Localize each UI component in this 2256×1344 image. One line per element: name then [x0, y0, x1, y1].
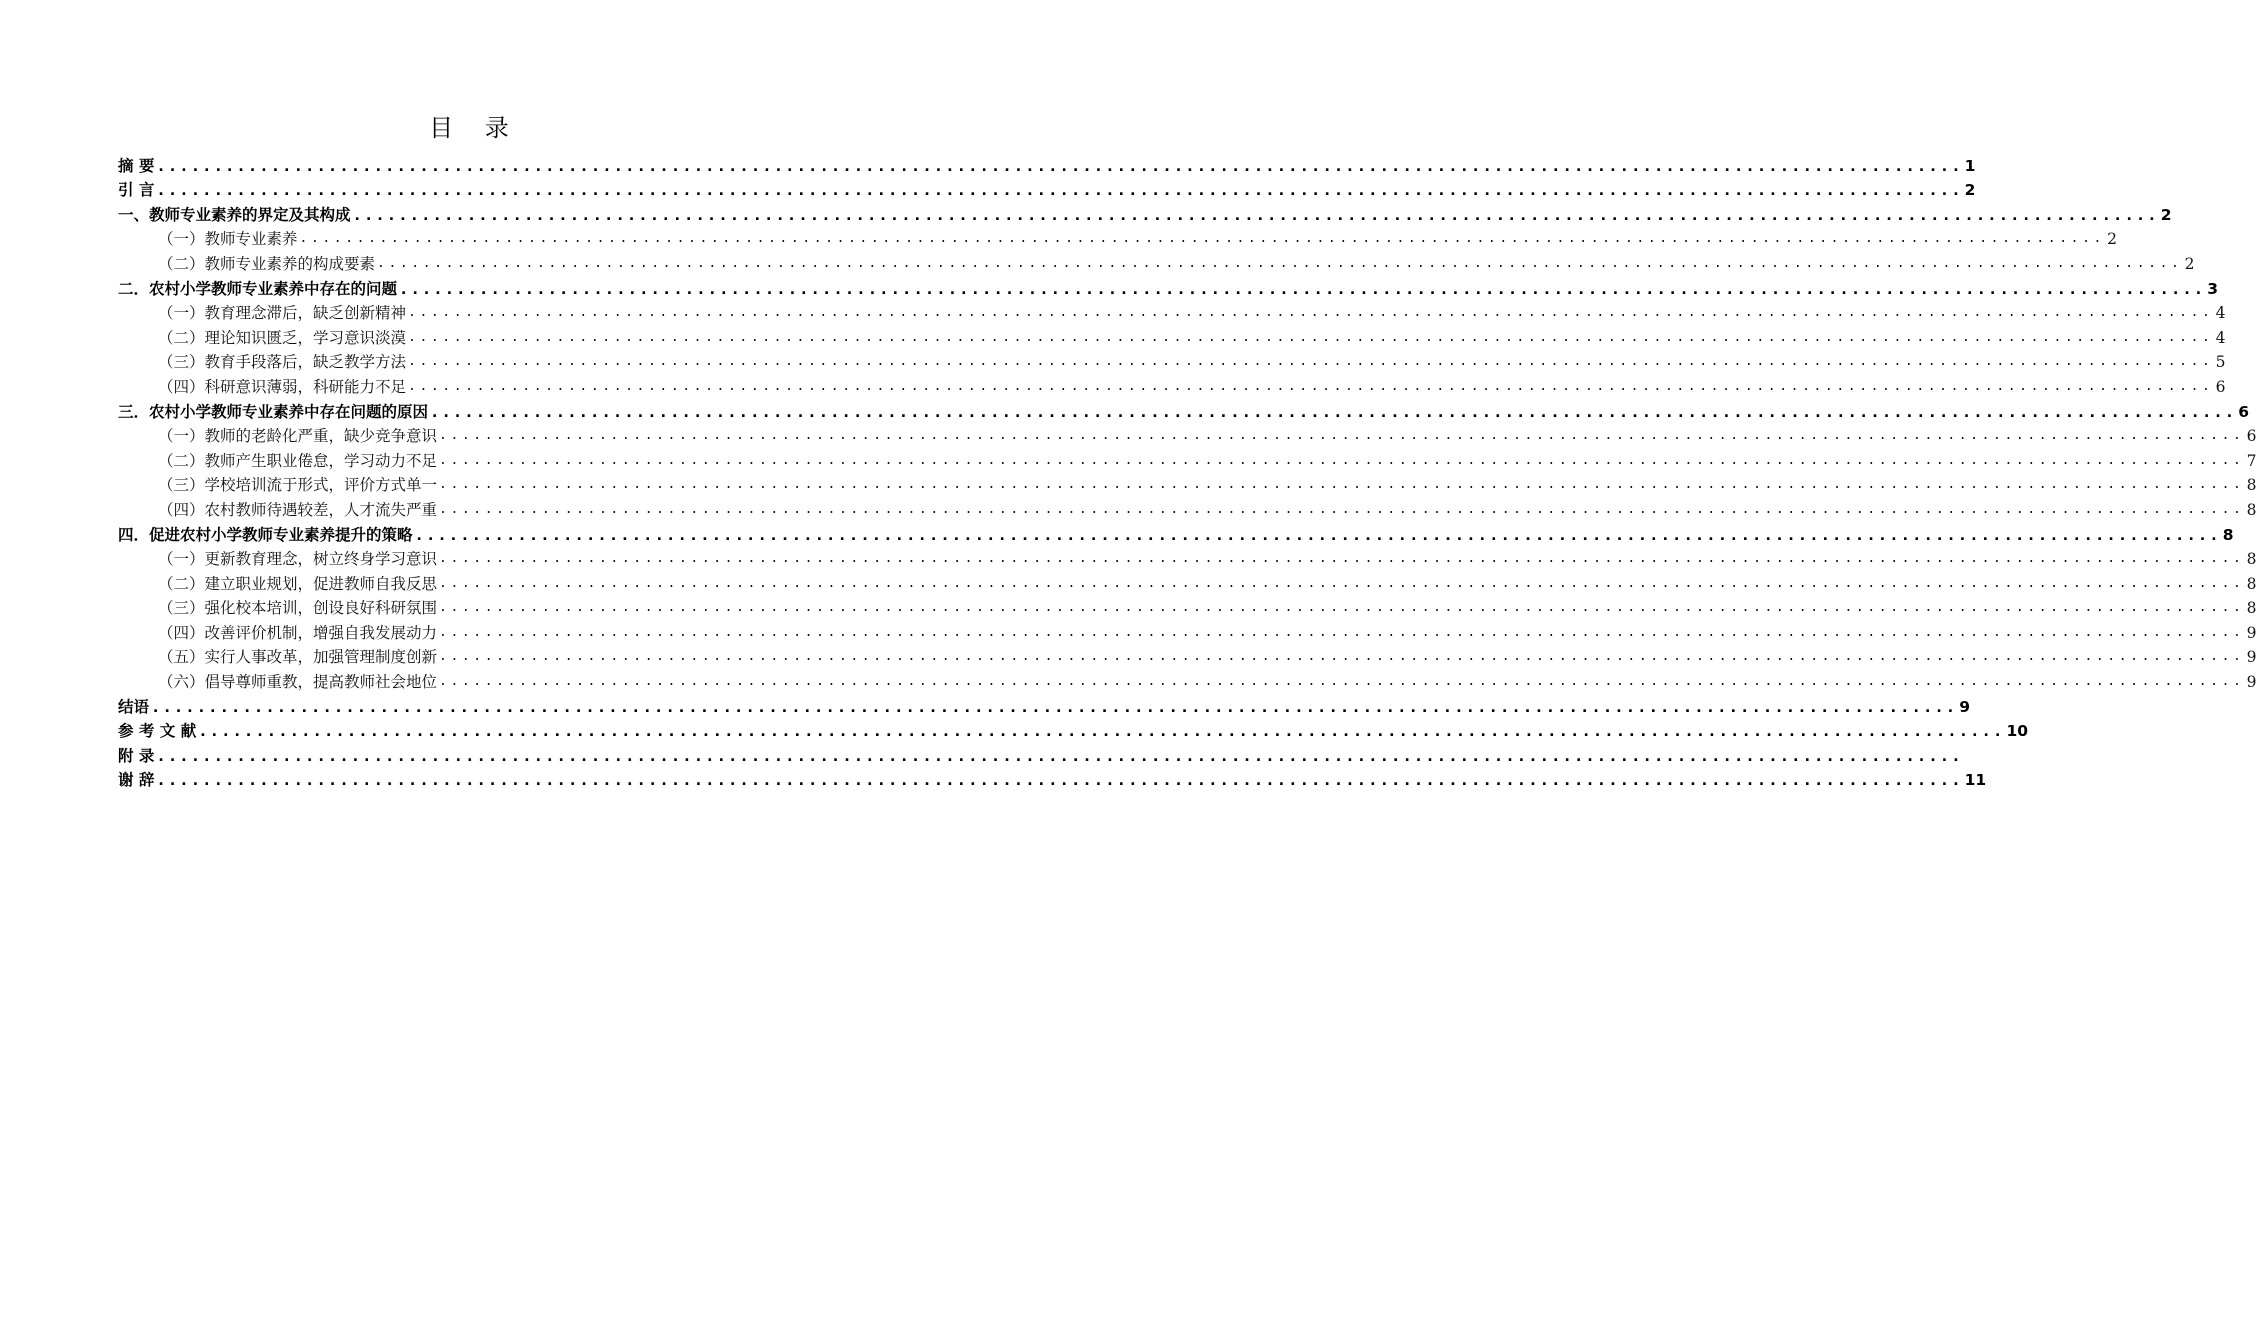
toc-entry-label: 三．农村小学教师专业素养中存在问题的原因 [118, 402, 429, 421]
toc-entry-page: 2 [2184, 254, 2195, 273]
toc-entry-label: （四）科研意识薄弱，科研能力不足 [158, 377, 407, 396]
toc-entry-label: （一）教师专业素养 [158, 230, 298, 249]
toc-entry-page: 8 [2222, 525, 2234, 544]
toc-entry-page: 8 [2246, 500, 2256, 519]
toc-leader: .............................................................................................................................................................. [156, 181, 1963, 200]
toc-entry-page: 7 [2246, 451, 2256, 470]
toc-leader: .............................................................................................................................................................. [151, 697, 1958, 716]
toc-leader: .............................................................................................................................................................. [408, 329, 2214, 345]
toc-leader: .............................................................................................................................................................. [439, 575, 2245, 591]
toc-leader: .............................................................................................................................................................. [352, 205, 2159, 224]
toc-leader: .............................................................................................................................................................. [156, 771, 1963, 790]
toc-entry-page: 9 [2246, 648, 2256, 667]
toc-subentry[interactable] [118, 546, 2256, 571]
toc-leader: .............................................................................................................................................................. [156, 746, 1963, 765]
toc-subentry[interactable] [118, 619, 2256, 644]
toc-entry-page: 6 [2238, 402, 2250, 421]
toc-subentry[interactable] [118, 447, 2256, 472]
toc-entry-label: （一）更新教育理念，树立终身学习意识 [158, 550, 438, 569]
toc-entry-page: 8 [2246, 599, 2256, 618]
toc-entry-label: （六）倡导尊师重教，提高教师社会地位 [158, 673, 438, 692]
toc-subentry[interactable] [118, 496, 2256, 521]
toc-entry-label: 摘 要 [118, 156, 155, 175]
toc-entry[interactable] [118, 177, 1976, 202]
toc-entry-label: （三）教育手段落后，缺乏教学方法 [158, 353, 407, 372]
toc-entry-page: 3 [2207, 279, 2219, 298]
toc-leader: .............................................................................................................................................................. [439, 428, 2245, 444]
toc-entry[interactable] [118, 693, 1971, 718]
toc-entry-label: （一）教师的老龄化严重，缺少竞争意识 [158, 427, 438, 446]
toc-entry-page: 5 [2215, 353, 2226, 372]
toc-entry-page: 2 [2160, 205, 2172, 224]
toc-entry[interactable] [118, 152, 1976, 177]
toc-entry-label: 参 考 文 献 [118, 722, 197, 741]
toc-entry-page: 2 [2107, 230, 2117, 249]
toc-title: 目 录 [429, 114, 521, 142]
toc-leader: .............................................................................................................................................................. [399, 279, 2206, 298]
toc-entry-label: （五）实行人事改革，加强管理制度创新 [158, 648, 438, 667]
toc-subentry[interactable] [118, 250, 2195, 275]
toc-entry-page: 9 [1959, 697, 1971, 716]
toc-entry-label: 一、教师专业素养的界定及其构成 [118, 205, 351, 224]
toc-entry[interactable] [118, 398, 2250, 423]
toc-leader: .............................................................................................................................................................. [414, 525, 2221, 544]
toc-leader: .............................................................................................................................................................. [439, 600, 2245, 616]
toc-subentry[interactable] [118, 644, 2256, 669]
toc-entry-label: （三）学校培训流于形式，评价方式单一 [158, 476, 438, 495]
toc-entry-label: （三）强化校本培训，创设良好科研氛围 [158, 599, 438, 618]
toc-subentry[interactable] [118, 324, 2226, 349]
toc-leader: .............................................................................................................................................................. [439, 501, 2245, 517]
toc-entry-label: 四．促进农村小学教师专业素养提升的策略 [118, 525, 413, 544]
toc-entry-page: 1 [1964, 156, 1976, 175]
toc-entry-label: 结语 [118, 697, 150, 716]
toc-entry[interactable] [118, 521, 2234, 546]
toc-entry-page: 8 [2246, 574, 2256, 593]
toc-entry[interactable] [118, 718, 2029, 743]
toc-leader: .............................................................................................................................................................. [408, 354, 2214, 370]
toc-leader: .............................................................................................................................................................. [439, 477, 2245, 493]
toc-leader: .............................................................................................................................................................. [156, 156, 1963, 175]
toc-entry-page: 6 [2215, 377, 2226, 396]
toc-entry-page: 4 [2215, 304, 2226, 323]
toc-leader: .............................................................................................................................................................. [408, 305, 2214, 321]
toc-entry-label: （二）理论知识匮乏，学习意识淡漠 [158, 328, 407, 347]
toc-entry-page: 9 [2246, 673, 2256, 692]
toc-leader: .............................................................................................................................................................. [377, 255, 2183, 271]
toc-entry-label: （二）教师专业素养的构成要素 [158, 254, 376, 273]
toc-leader: .............................................................................................................................................................. [439, 452, 2245, 468]
toc-entry-page: 9 [2246, 623, 2256, 642]
toc-subentry[interactable] [118, 300, 2226, 325]
toc-entry-page: 8 [2246, 550, 2256, 569]
toc-leader: .............................................................................................................................................................. [439, 649, 2245, 665]
toc-subentry[interactable] [118, 349, 2226, 374]
toc-entry-page: 6 [2246, 427, 2256, 446]
toc-subentry[interactable] [118, 668, 2256, 693]
toc-entry-label: 二．农村小学教师专业素养中存在的问题 [118, 279, 398, 298]
toc-leader: .............................................................................................................................................................. [439, 551, 2245, 567]
toc-entry-label: （四）改善评价机制，增强自我发展动力 [158, 623, 438, 642]
toc-entry-label: （二）教师产生职业倦怠，学习动力不足 [158, 451, 438, 470]
toc-subentry[interactable] [118, 423, 2256, 448]
toc-entry-label: （二）建立职业规划，促进教师自我反思 [158, 574, 438, 593]
toc-entry-label: 附 录 [118, 746, 155, 765]
toc-subentry[interactable] [118, 595, 2256, 620]
toc-entry-page: 8 [2246, 476, 2256, 495]
toc-leader: .............................................................................................................................................................. [439, 674, 2245, 690]
toc-leader: .............................................................................................................................................................. [408, 378, 2214, 394]
toc-subentry[interactable] [118, 570, 2256, 595]
toc-entry-page: 11 [1964, 771, 1987, 790]
toc-entry-page: 4 [2215, 328, 2226, 347]
toc-entry-label: （四）农村教师待遇较差，人才流失严重 [158, 500, 438, 519]
toc-entry[interactable] [118, 275, 2219, 300]
toc-entry-page: 2 [1964, 181, 1976, 200]
toc-subentry[interactable] [118, 226, 2117, 251]
toc-subentry[interactable] [118, 373, 2226, 398]
toc-entry-label: （一）教育理念滞后，缺乏创新精神 [158, 304, 407, 323]
toc-leader: .............................................................................................................................................................. [198, 722, 2005, 741]
toc-entry-label: 谢 辞 [118, 771, 155, 790]
table-of-contents [118, 152, 2256, 791]
toc-leader: .............................................................................................................................................................. [430, 402, 2237, 421]
toc-entry[interactable] [118, 742, 1963, 767]
toc-entry-label: 引 言 [118, 181, 155, 200]
toc-leader: .............................................................................................................................................................. [299, 231, 2105, 247]
toc-entry-page: 10 [2006, 722, 2029, 741]
toc-leader: .............................................................................................................................................................. [439, 624, 2245, 640]
toc-subentry[interactable] [118, 472, 2256, 497]
toc-entry[interactable] [118, 767, 1987, 792]
toc-entry[interactable] [118, 201, 2172, 226]
